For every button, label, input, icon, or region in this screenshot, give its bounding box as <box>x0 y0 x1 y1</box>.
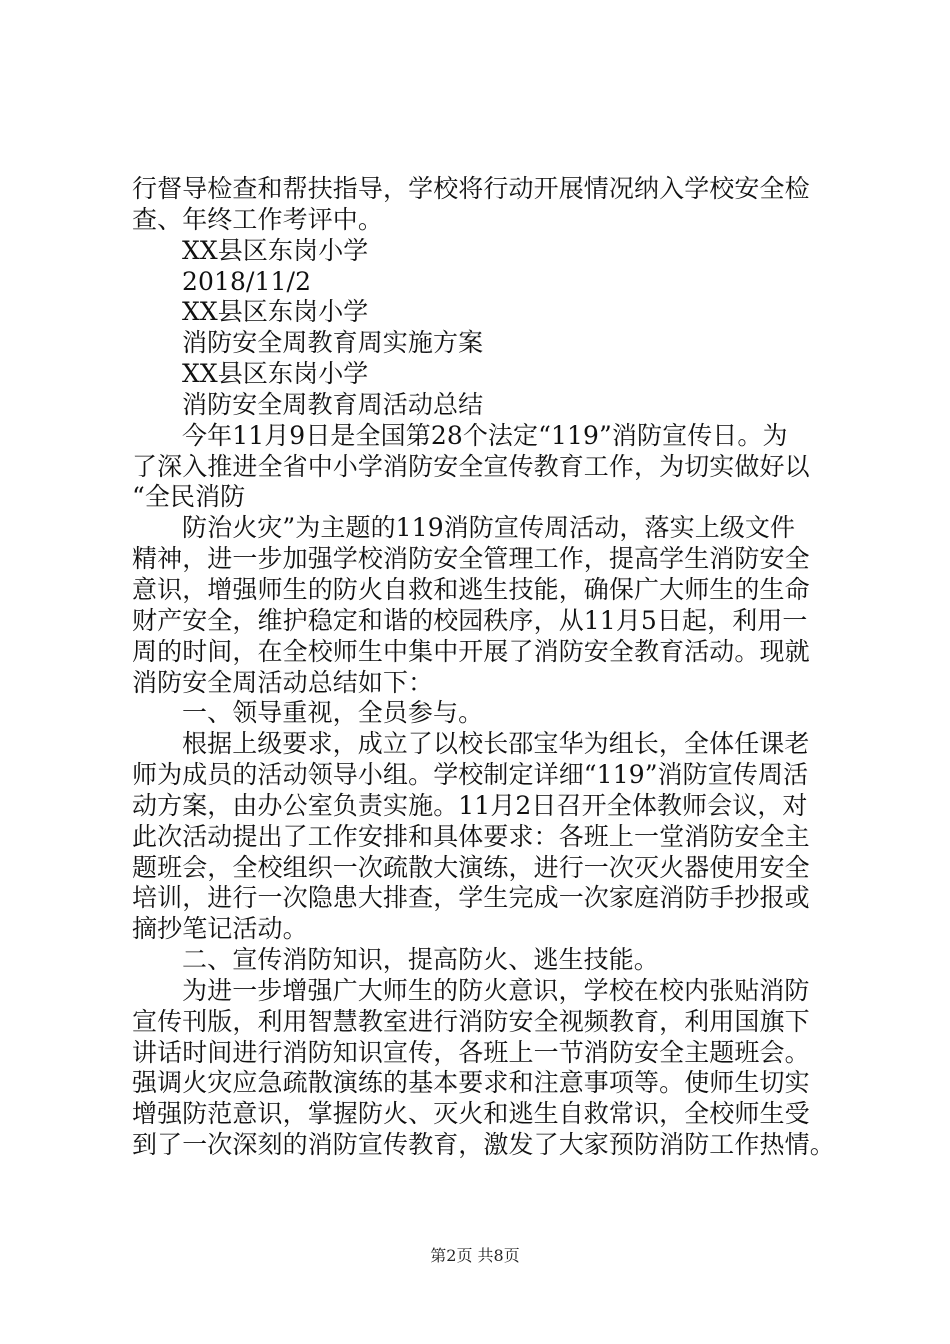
text-line: 强调火灾应急疏散演练的基本要求和注意事项等。使师生切实 <box>132 1068 810 1098</box>
text-line: 摘抄笔记活动。 <box>132 914 308 944</box>
text-line: 培训，进行一次隐患大排查，学生完成一次家庭消防手抄报或 <box>132 883 810 913</box>
date-line: 2018/11/2 <box>182 266 312 296</box>
text-line: 动方案，由办公室负责实施。11月2日召开全体教师会议，对 <box>132 790 808 820</box>
school-name-line: XX县区东岗小学 <box>182 359 369 389</box>
summary-title-line: 消防安全周教育周活动总结 <box>182 389 484 419</box>
text-line: 周的时间，在全校师生中集中开展了消防安全教育活动。现就 <box>132 636 810 666</box>
document-body <box>132 174 835 1161</box>
text-line: 为进一步增强广大师生的防火意识，学校在校内张贴消防 <box>182 975 810 1005</box>
text-line: 行督导检查和帮扶指导，学校将行动开展情况纳入学校安全检 <box>132 174 810 203</box>
text-line: 了深入推进全省中小学消防安全宣传教育工作，为切实做好以 <box>132 451 810 481</box>
text-line: 增强防范意识，掌握防火、灭火和逃生自救常识，全校师生受 <box>132 1099 810 1129</box>
text-line: 师为成员的活动领导小组。学校制定详细“119”消防宣传周活 <box>132 760 809 790</box>
text-line: “全民消防 <box>132 482 246 512</box>
text-line: 题班会，全校组织一次疏散大演练，进行一次灭火器使用安全 <box>132 852 810 882</box>
text-line: 精神，进一步加强学校消防安全管理工作，提高学生消防安全 <box>132 544 810 574</box>
school-name-line: XX县区东岗小学 <box>182 297 369 327</box>
text-line: 此次活动提出了工作安排和具体要求：各班上一堂消防安全主 <box>132 821 810 851</box>
section-heading-1: 一、领导重视，全员参与。 <box>182 698 484 728</box>
text-line: 意识，增强师生的防火自救和逃生技能，确保广大师生的生命 <box>132 574 810 604</box>
school-name-line: XX县区东岗小学 <box>182 235 369 265</box>
text-line: 根据上级要求，成立了以校长邵宝华为组长，全体任课老 <box>182 729 810 759</box>
section-heading-2: 二、宣传消防知识，提高防火、逃生技能。 <box>182 945 659 975</box>
text-line: 宣传刊版，利用智慧教室进行消防安全视频教育，利用国旗下 <box>132 1006 810 1036</box>
page-number-footer: 第2页 共8页 <box>430 1246 520 1265</box>
text-line: 查、年终工作考评中。 <box>132 204 384 234</box>
text-line: 防治火灾”为主题的119消防宣传周活动，落实上级文件 <box>182 513 796 543</box>
text-line: 到了一次深刻的消防宣传教育，激发了大家预防消防工作热情。 <box>132 1130 835 1160</box>
text-line: 讲话时间进行消防知识宣传，各班上一节消防安全主题班会。 <box>132 1037 810 1067</box>
text-line: 财产安全，维护稳定和谐的校园秩序，从11月5日起，利用一 <box>132 605 808 635</box>
text-line: 消防安全周活动总结如下： <box>132 667 434 697</box>
plan-title-line: 消防安全周教育周实施方案 <box>182 328 484 358</box>
text-line: 今年11月9日是全国第28个法定“119”消防宣传日。为 <box>182 420 788 450</box>
